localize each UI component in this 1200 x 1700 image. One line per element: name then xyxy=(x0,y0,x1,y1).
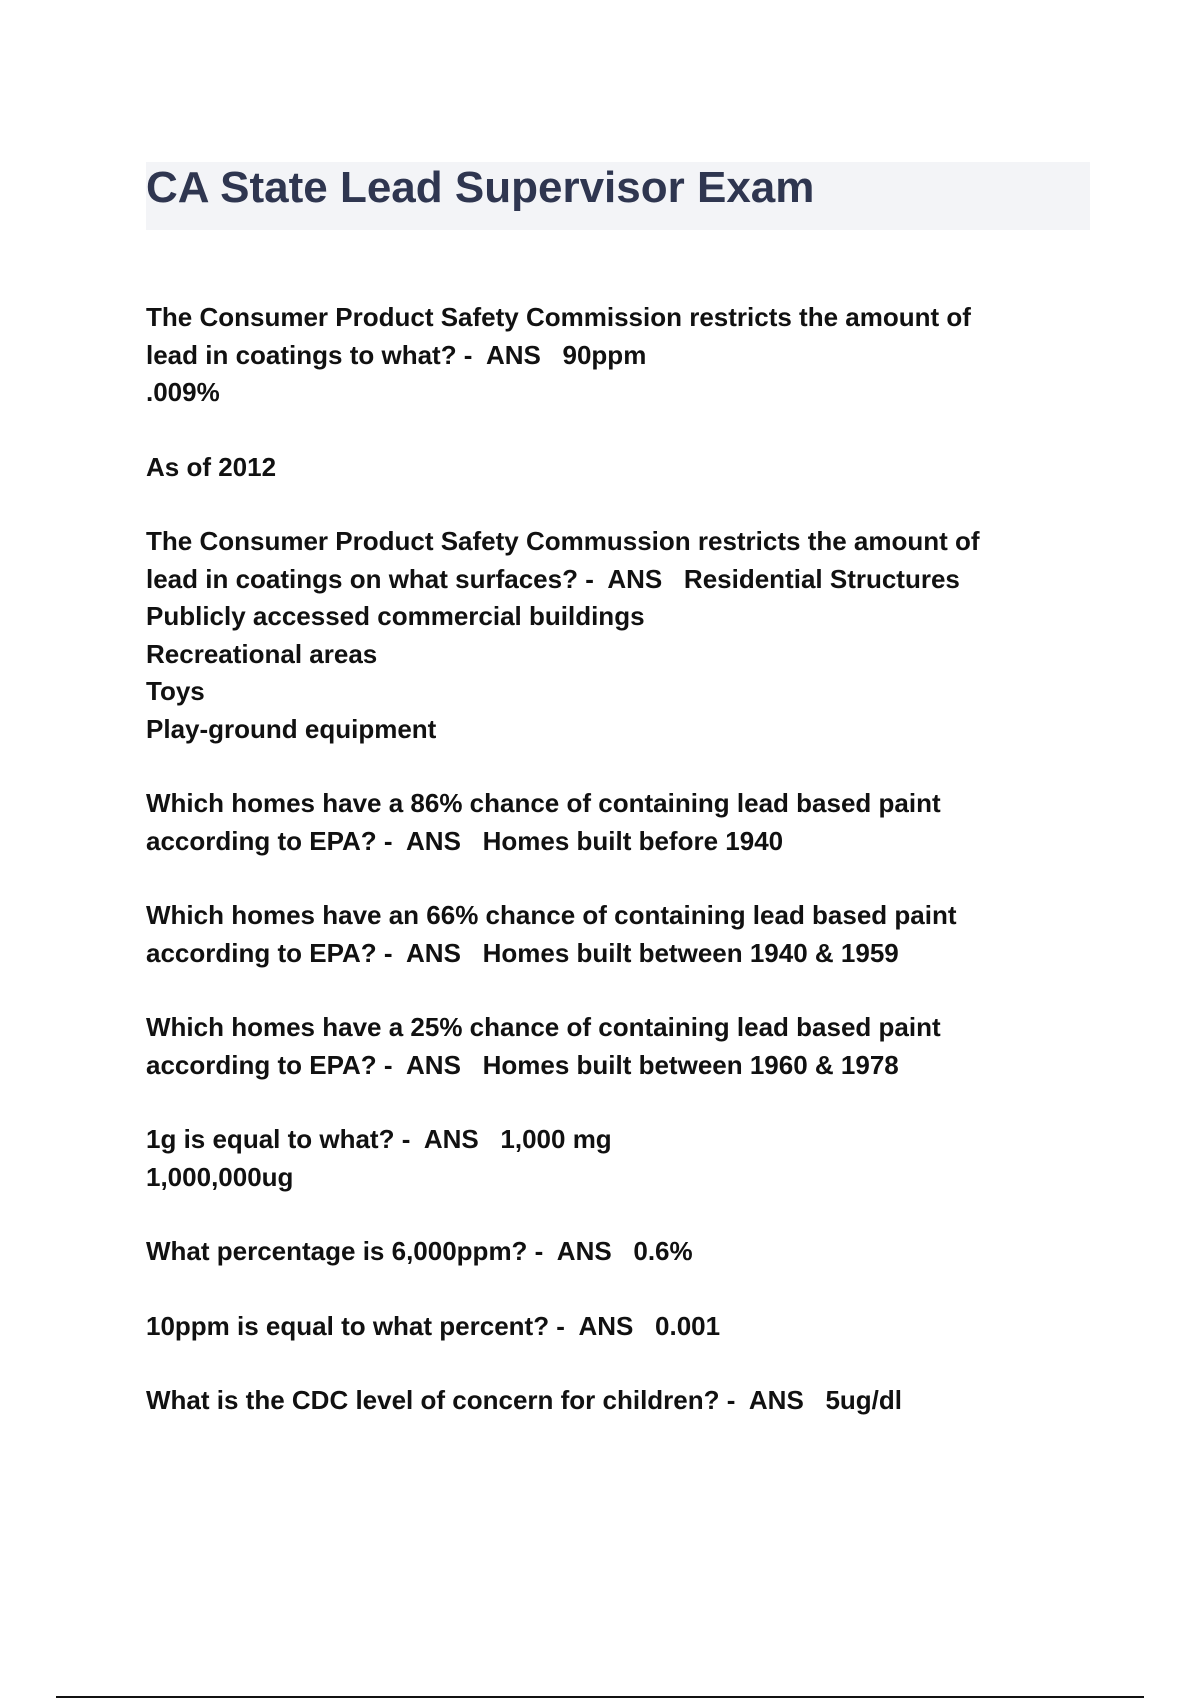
qa-list xyxy=(146,299,1090,1457)
qa-line: 10ppm is equal to what percent? - ANS 0.001 xyxy=(146,1310,721,1341)
qa-line: The Consumer Product Safety Commission restricts the amount of xyxy=(146,302,971,332)
qa-line: Play-ground equipment xyxy=(146,713,437,744)
qa-entry xyxy=(146,897,1090,972)
qa-line: What percentage is 6,000ppm? - ANS 0.6% xyxy=(146,1236,693,1266)
qa-line: lead in coatings to what? - ANS 90ppm xyxy=(146,339,647,370)
qa-line: 1,000,000ug xyxy=(146,1161,294,1192)
qa-entry xyxy=(146,299,1090,412)
qa-line: Which homes have a 86% chance of containing lead based paint xyxy=(146,788,941,818)
qa-line: according to EPA? - ANS Homes built between 1940 & 1959 xyxy=(146,937,899,968)
qa-line: according to EPA? - ANS Homes built between 1960 & 1978 xyxy=(146,1049,899,1080)
qa-entry xyxy=(146,1233,1090,1271)
qa-entry xyxy=(146,1009,1090,1084)
qa-entry xyxy=(146,523,1090,748)
qa-line: .009% xyxy=(146,377,220,407)
page-title: CA State Lead Supervisor Exam xyxy=(146,163,815,212)
qa-line: Toys xyxy=(146,676,205,706)
qa-line: according to EPA? - ANS Homes built before 1940 xyxy=(146,825,784,856)
qa-line: Which homes have a 25% chance of containing lead based paint xyxy=(146,1012,941,1042)
qa-line: What is the CDC level of concern for children? - ANS 5ug/dl xyxy=(146,1385,903,1415)
qa-line: As of 2012 xyxy=(146,451,277,482)
qa-line: The Consumer Product Safety Commussion restricts the amount of xyxy=(146,526,980,556)
qa-line: Which homes have an 66% chance of containing lead based paint xyxy=(146,900,957,930)
qa-line: Recreational areas xyxy=(146,638,378,669)
page-bottom-rule xyxy=(56,1696,1144,1698)
qa-entry xyxy=(146,449,1090,487)
qa-entry xyxy=(146,1382,1090,1420)
qa-line: 1g is equal to what? - ANS 1,000 mg xyxy=(146,1124,612,1154)
qa-entry xyxy=(146,785,1090,860)
qa-entry xyxy=(146,1308,1090,1346)
qa-line: lead in coatings on what surfaces? - ANS Residential Structures xyxy=(146,563,960,594)
qa-line: Publicly accessed commercial buildings xyxy=(146,601,645,631)
qa-entry xyxy=(146,1121,1090,1196)
